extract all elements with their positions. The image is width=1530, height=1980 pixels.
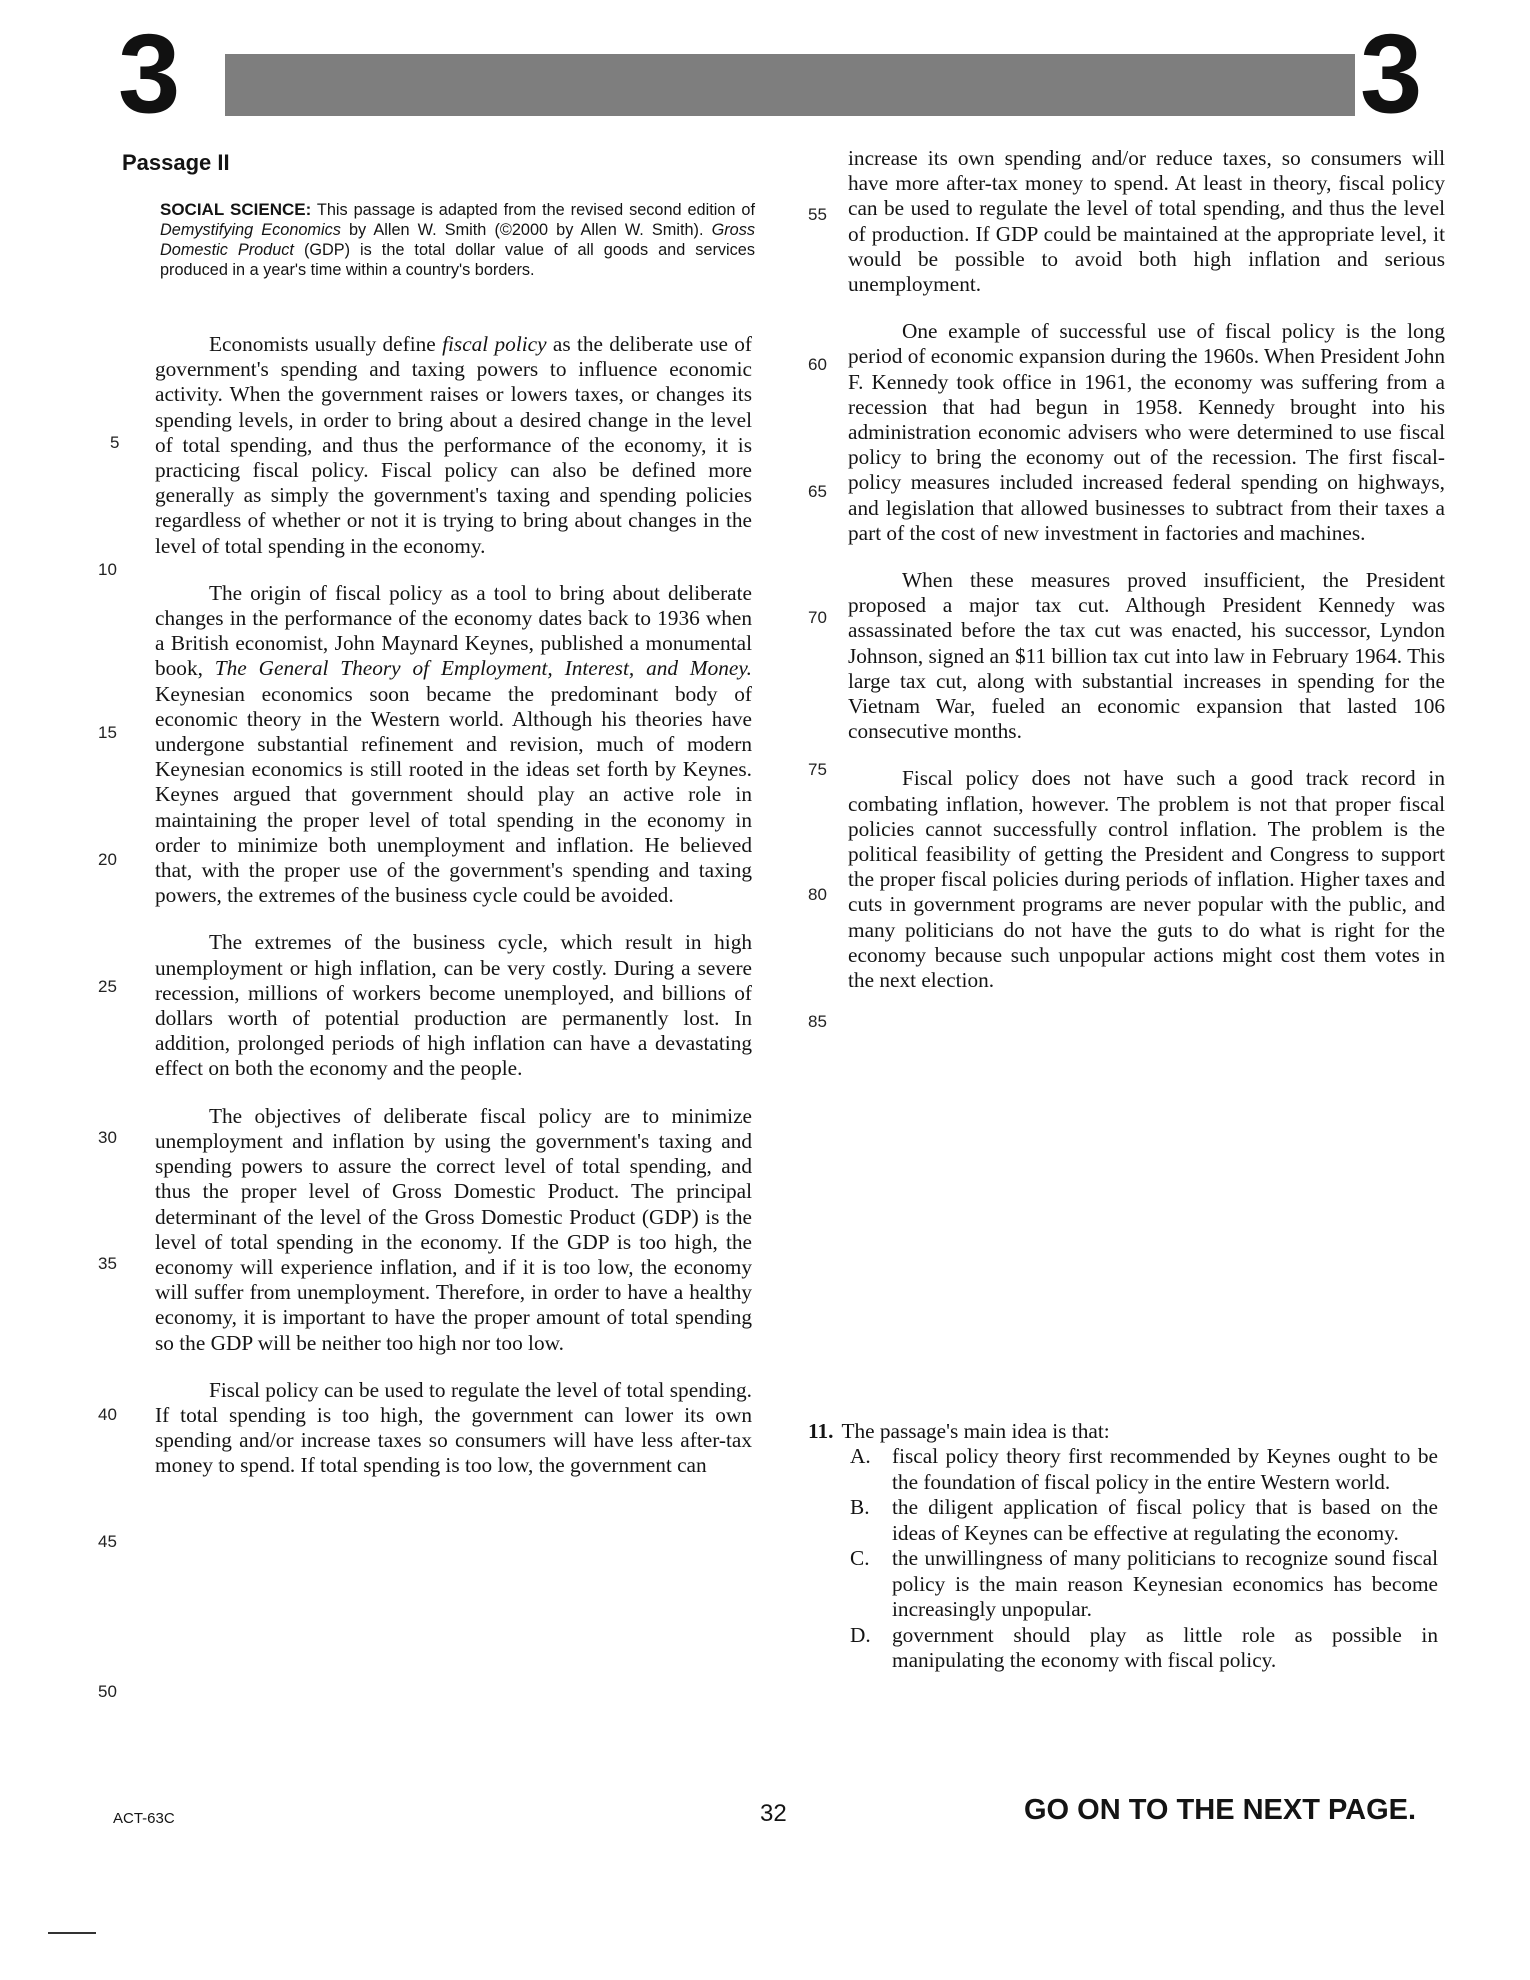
scan-edge-mark — [48, 1932, 96, 1934]
passage-paragraph: Fiscal policy does not have such a good track record in combating inflation, however. The problem is not that proper fiscal policies cannot successfully control inflation. The problem is the political feasibility of getting the President and Congress to support the proper fiscal policies during periods of inflation. Higher taxes and cuts in government programs are never popular with the public, and many politicians do not have the guts to do what is right for the economy because such unpopular actions might cost them votes in the next election. — [848, 766, 1445, 993]
page-number: 32 — [760, 1800, 787, 1827]
passage-paragraph: The origin of fiscal policy as a tool to bring about deliberate changes in the performance of the economy dates back to 1936 when a British economist, John Maynard Keynes, published a monumental book, The General Theory of Employment, Interest, and Money. Keynesian economics soon became the predominant body of economic theory in the Western world. Although his theories have undergone substantial refinement and revision, much of modern Keynesian economics is still rooted in the ideas set forth by Keynes. Keynes argued that government should play an active role in maintaining the proper level of total spending in the economy in order to minimize both unemployment and inflation. He believed that, with the proper use of the government's spending and taxing powers, the extremes of the business cycle could be avoided. — [155, 580, 752, 908]
line-number: 80 — [808, 885, 827, 904]
line-number: 5 — [110, 433, 120, 452]
passage-paragraph-continued: increase its own spending and/or reduce taxes, so consumers will have more after-tax money to spend. At least in theory, fiscal policy can be used to regulate the level of total spending, and thus the level of production. If GDP could be maintained at the appropriate level, it would be possible to avoid both high inflation and serious unemployment. — [848, 146, 1445, 297]
option-letter: A. — [850, 1444, 871, 1468]
intro-book-title: Demystifying Economics — [160, 221, 341, 239]
intro-text: This passage is adapted from the revised second edition of — [311, 201, 755, 219]
intro-term: Gross Domestic Product — [160, 221, 755, 259]
next-page-instruction: GO ON TO THE NEXT PAGE. — [1024, 1794, 1417, 1826]
line-number: 30 — [98, 1128, 117, 1147]
intro-text: by Allen W. Smith (©2000 by Allen W. Smith). — [340, 221, 712, 239]
option-text: government should play as little role as possible in manipulating the economy with fiscal policy. — [892, 1622, 1438, 1672]
passage-paragraph: When these measures proved insufficient, the President proposed a major tax cut. Although President Kennedy was assassinated before the tax cut was enacted, his successor, Lyndon Johnson, signed an $11 billion tax cut into law in February 1964. This large tax cut, along with substantial increases in spending for the Vietnam War, fueled an economic expansion that lasted 106 consecutive months. — [848, 568, 1445, 744]
line-number: 60 — [808, 355, 827, 374]
passage-paragraph: The objectives of deliberate fiscal policy are to minimize unemployment and inflation by using the government's taxing and spending powers to assure the correct level of total spending, and thus the proper level of Gross Domestic Product. The principal determinant of the level of the Gross Domestic Product (GDP) is the level of total spending in the economy. If the GDP is too high, the economy will experience inflation, and if it is too low, the economy will suffer from unemployment. Therefore, in order to have a healthy economy, it is important to have the proper amount of total spending so the GDP will be neither too high nor too low. — [155, 1103, 752, 1355]
question-stem — [808, 1418, 1438, 1444]
book-title: The General Theory of Employment, Interest, and Money. — [214, 656, 752, 681]
question-11 — [808, 1418, 1438, 1674]
passage-label: Passage II — [122, 150, 230, 175]
line-number: 85 — [808, 1012, 827, 1031]
passage-intro — [160, 200, 755, 280]
line-number: 65 — [808, 482, 827, 501]
passage-paragraph: One example of successful use of fiscal policy is the long period of economic expansion during the 1960s. When President John F. Kennedy took office in 1961, the economy was suffering from a recession that had begun in 1958. Kennedy brought into his administration economic advisers who were determined to use fiscal policy to bring the economy out of the recession. The first fiscal-policy measures included increased federal spending on highways, and legislation that allowed businesses to subtract from their taxes a part of the cost of new investment in factories and machines. — [848, 319, 1445, 545]
option-text: the diligent application of fiscal policy that is based on the ideas of Keynes can be effective at regulating the economy. — [892, 1495, 1438, 1545]
option-letter: D. — [850, 1622, 871, 1647]
line-number: 50 — [98, 1682, 117, 1701]
line-number: 35 — [98, 1254, 117, 1273]
line-number: 55 — [808, 205, 827, 224]
section-number-left: 3 — [118, 11, 181, 136]
section-number-right: 3 — [1360, 11, 1423, 136]
line-number: 40 — [98, 1405, 117, 1424]
term-fiscal-policy: fiscal policy — [442, 332, 547, 356]
intro-text: (GDP) is the total dollar value of all goods and services produced in a year's time within a country's borders. — [160, 241, 755, 279]
line-number: 70 — [808, 608, 827, 627]
answer-option-a[interactable] — [808, 1444, 1438, 1495]
answer-option-d[interactable] — [808, 1623, 1438, 1674]
line-number: 25 — [98, 977, 117, 996]
passage-column-right — [848, 146, 1445, 993]
section-header-bar — [225, 54, 1355, 116]
line-number: 20 — [98, 850, 117, 869]
option-text: fiscal policy theory first recommended by Keynes ought to be the foundation of fiscal policy in the entire Western world. — [892, 1444, 1438, 1494]
question-text: The passage's main idea is that: — [841, 1419, 1110, 1443]
form-code: ACT-63C — [113, 1810, 175, 1827]
passage-paragraph: Fiscal policy can be used to regulate the level of total spending. If total spending is too high, the government can lower its own spending and/or increase taxes so consumers will have less after-tax money to spend. If total spending is too low, the government can — [155, 1377, 752, 1478]
line-number: 45 — [98, 1532, 117, 1551]
answer-option-c[interactable] — [808, 1546, 1438, 1623]
answer-option-b[interactable] — [808, 1495, 1438, 1546]
line-number: 10 — [98, 560, 117, 579]
line-number: 15 — [98, 723, 117, 742]
option-letter: B. — [850, 1495, 870, 1519]
question-number: 11. — [808, 1419, 834, 1443]
passage-paragraph: Economists usually define fiscal policy as the deliberate use of government's spending and taxing powers to influence economic activity. When the government raises or lowers taxes, or changes its spending levels, in order to bring about a desired change in the level of total spending, and thus the performance of the economy, it is practicing fiscal policy. Fiscal policy can also be defined more generally as simply the government's taxing and spending policies regardless of whether or not it is trying to bring about changes in the level of total spending in the economy. — [155, 332, 753, 558]
passage-column-left — [155, 332, 752, 1479]
intro-subject-tag: SOCIAL SCIENCE: — [160, 200, 312, 219]
option-letter: C. — [850, 1546, 870, 1570]
passage-paragraph: The extremes of the business cycle, which result in high unemployment or high inflation, can be very costly. During a severe recession, millions of workers become unemployed, and billions of dollars worth of potential production are permanently lost. In addition, prolonged periods of high inflation can have a devastating effect on both the economy and the people. — [155, 930, 752, 1081]
line-number: 75 — [808, 760, 827, 779]
option-text: the unwillingness of many politicians to recognize sound fiscal policy is the main reason Keynesian economics has become increasingly unpopular. — [892, 1546, 1438, 1621]
